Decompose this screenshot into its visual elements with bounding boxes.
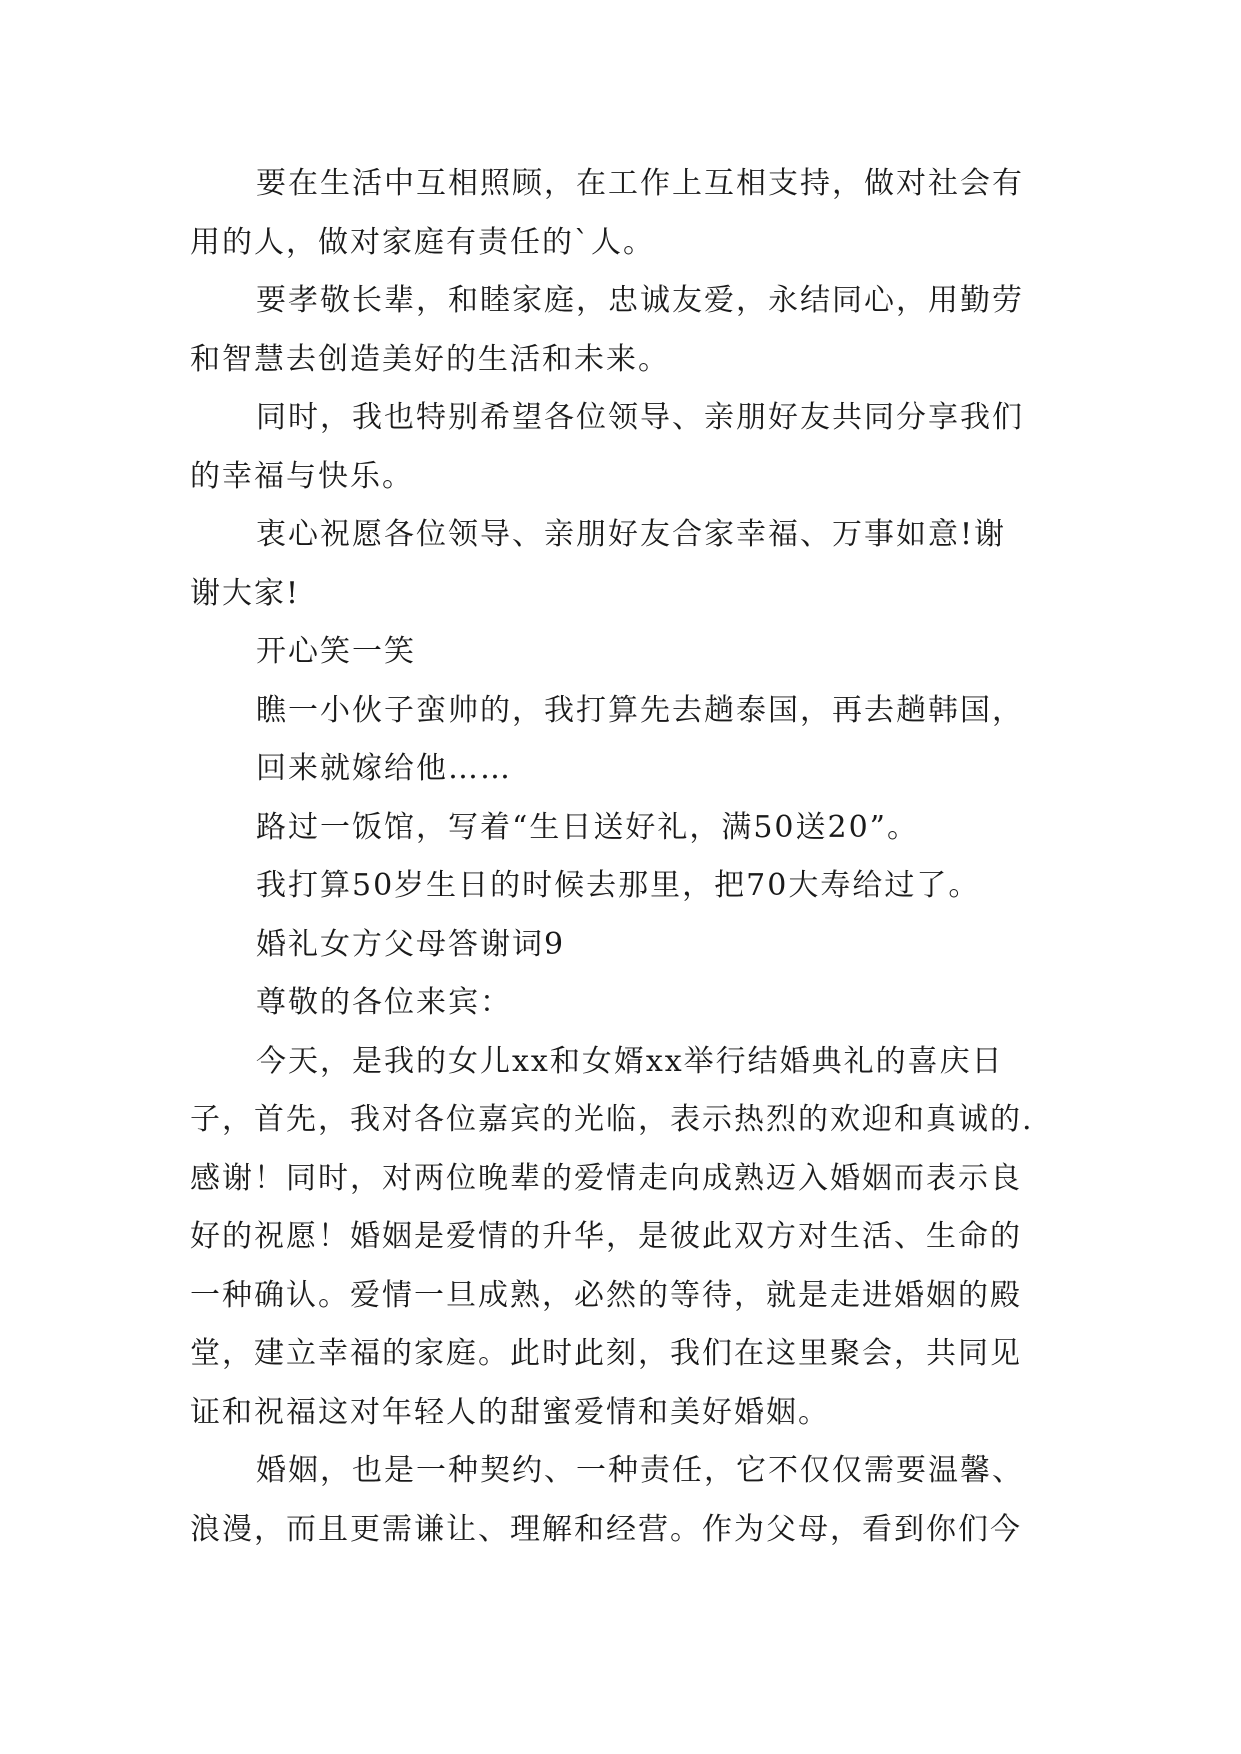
text-line: 一种确认。爱情一旦成熟，必然的等待，就是走进婚姻的殿 bbox=[190, 1277, 1022, 1313]
document-body bbox=[190, 155, 1070, 1559]
text-line: 要在生活中互相照顾，在工作上互相支持，做对社会有 bbox=[256, 166, 1024, 201]
text-line: 堂，建立幸福的家庭。此时此刻，我们在这里聚会，共同见 bbox=[190, 1336, 1022, 1371]
text-line: 今天，是我的女儿xx和女婿xx举行结婚典礼的喜庆日 bbox=[256, 1043, 1004, 1079]
text-line: 子，首先，我对各位嘉宾的光临，表示热烈的欢迎和真诚的. bbox=[190, 1102, 1034, 1137]
text-line: 和智慧去创造美好的生活和未来。 bbox=[190, 341, 670, 377]
text-line: 瞧一小伙子蛮帅的，我打算先去趟泰国，再去趟韩国， bbox=[256, 692, 1024, 728]
text-line: 衷心祝愿各位领导、亲朋好友合家幸福、万事如意!谢 bbox=[256, 517, 1007, 552]
text-line: 证和祝福这对年轻人的甜蜜爱情和美好婚姻。 bbox=[190, 1394, 830, 1430]
text-line: 婚姻，也是一种契约、一种责任，它不仅仅需要温馨、 bbox=[256, 1453, 1024, 1488]
text-line: 用的人，做对家庭有责任的`人。 bbox=[190, 224, 655, 260]
text-line: 要孝敬长辈，和睦家庭，忠诚友爱，永结同心，用勤劳 bbox=[256, 283, 1024, 318]
text-line: 回来就嫁给他…… bbox=[256, 751, 512, 786]
text-line: 我打算50岁生日的时候去那里，把70大寿给过了。 bbox=[256, 868, 981, 903]
text-line: 浪漫，而且更需谦让、理解和经营。作为父母，看到你们今 bbox=[190, 1511, 1022, 1547]
salutation: 尊敬的各位来宾： bbox=[256, 985, 512, 1020]
text-line: 的幸福与快乐。 bbox=[190, 458, 414, 494]
text-line: 感谢！同时，对两位晚辈的爱情走向成熟迈入婚姻而表示良 bbox=[190, 1160, 1022, 1196]
text-line: 路过一饭馆，写着“生日送好礼，满50送20”。 bbox=[256, 809, 920, 845]
text-line: 谢大家! bbox=[190, 575, 301, 611]
section-heading: 开心笑一笑 bbox=[256, 634, 416, 669]
text-line: 同时，我也特别希望各位领导、亲朋好友共同分享我们 bbox=[256, 400, 1024, 435]
text-line: 好的祝愿！婚姻是爱情的升华，是彼此双方对生活、生命的 bbox=[190, 1219, 1022, 1254]
section-heading: 婚礼女方父母答谢词9 bbox=[256, 926, 566, 962]
